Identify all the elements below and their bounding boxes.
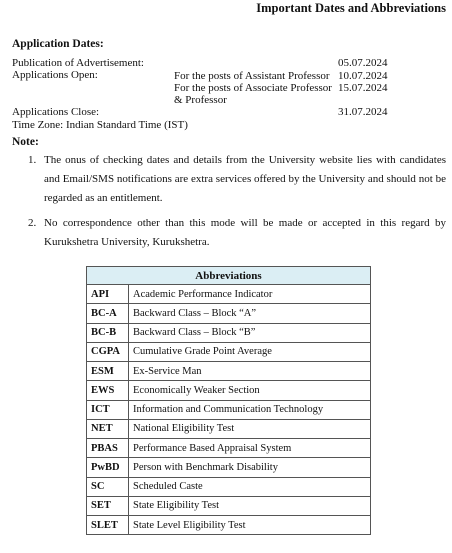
note-text: No correspondence other than this mode will be made or accepted in this regard by Kurukshetra University, Kurukshetra. [44, 217, 446, 248]
table-row [87, 285, 371, 304]
open-row-text: For the posts of Assistant Professor [174, 70, 330, 82]
table-row [87, 458, 371, 477]
table-row [87, 323, 371, 342]
abbr-code: NET [87, 419, 129, 438]
abbr-meaning: State Level Eligibility Test [129, 516, 371, 535]
table-row [87, 362, 371, 381]
table-row [87, 381, 371, 400]
table-row [87, 419, 371, 438]
abbr-meaning: State Eligibility Test [129, 496, 371, 515]
abbr-code: PwBD [87, 458, 129, 477]
table-row [87, 477, 371, 496]
abbr-code: SLET [87, 516, 129, 535]
note-heading: Note: [12, 136, 39, 148]
abbr-code: CGPA [87, 342, 129, 361]
abbr-meaning: Economically Weaker Section [129, 381, 371, 400]
table-row [87, 439, 371, 458]
publication-label: Publication of Advertisement: [12, 57, 144, 69]
table-row [87, 496, 371, 515]
table-row [87, 304, 371, 323]
abbr-meaning: Performance Based Appraisal System [129, 439, 371, 458]
abbr-meaning: Information and Communication Technology [129, 400, 371, 419]
abbr-meaning: Cumulative Grade Point Average [129, 342, 371, 361]
notes-list [28, 151, 446, 252]
abbr-meaning: National Eligibility Test [129, 419, 371, 438]
abbr-meaning: Scheduled Caste [129, 477, 371, 496]
abbr-meaning: Person with Benchmark Disability [129, 458, 371, 477]
table-row [87, 516, 371, 535]
abbr-code: ICT [87, 400, 129, 419]
abbr-code: SC [87, 477, 129, 496]
abbr-code: API [87, 285, 129, 304]
abbr-code: BC-A [87, 304, 129, 323]
open-row-date: 15.07.2024 [338, 82, 388, 94]
abbr-meaning: Ex-Service Man [129, 362, 371, 381]
table-header-row [87, 267, 371, 285]
abbr-meaning: Backward Class – Block “A” [129, 304, 371, 323]
abbr-meaning: Academic Performance Indicator [129, 285, 371, 304]
abbr-code: SET [87, 496, 129, 515]
page-title: Important Dates and Abbreviations [256, 1, 446, 15]
abbr-code: BC-B [87, 323, 129, 342]
open-row-text: & Professor [174, 94, 227, 106]
timezone-text: Time Zone: Indian Standard Time (IST) [12, 119, 188, 131]
note-number: 1. [28, 154, 37, 166]
note-text: The onus of checking dates and details from the University website lies with candidates and Email/SMS notifications are extra services offered by the University and should not be regarded as an entitlement. [44, 154, 446, 204]
open-row-date: 10.07.2024 [338, 70, 388, 82]
publication-date: 05.07.2024 [338, 57, 388, 69]
close-date: 31.07.2024 [338, 106, 388, 118]
abbr-code: PBAS [87, 439, 129, 458]
abbreviations-table [86, 266, 371, 535]
note-item [28, 214, 446, 252]
table-row [87, 400, 371, 419]
abbr-meaning: Backward Class – Block “B” [129, 323, 371, 342]
abbr-code: ESM [87, 362, 129, 381]
table-row [87, 342, 371, 361]
application-dates-heading: Application Dates: [12, 38, 104, 50]
abbr-code: EWS [87, 381, 129, 400]
note-number: 2. [28, 217, 37, 229]
close-label: Applications Close: [12, 106, 100, 118]
note-item [28, 151, 446, 208]
abbreviations-header: Abbreviations [87, 267, 371, 285]
open-label: Applications Open: [12, 69, 98, 81]
open-row-text: For the posts of Associate Professor [174, 82, 332, 94]
